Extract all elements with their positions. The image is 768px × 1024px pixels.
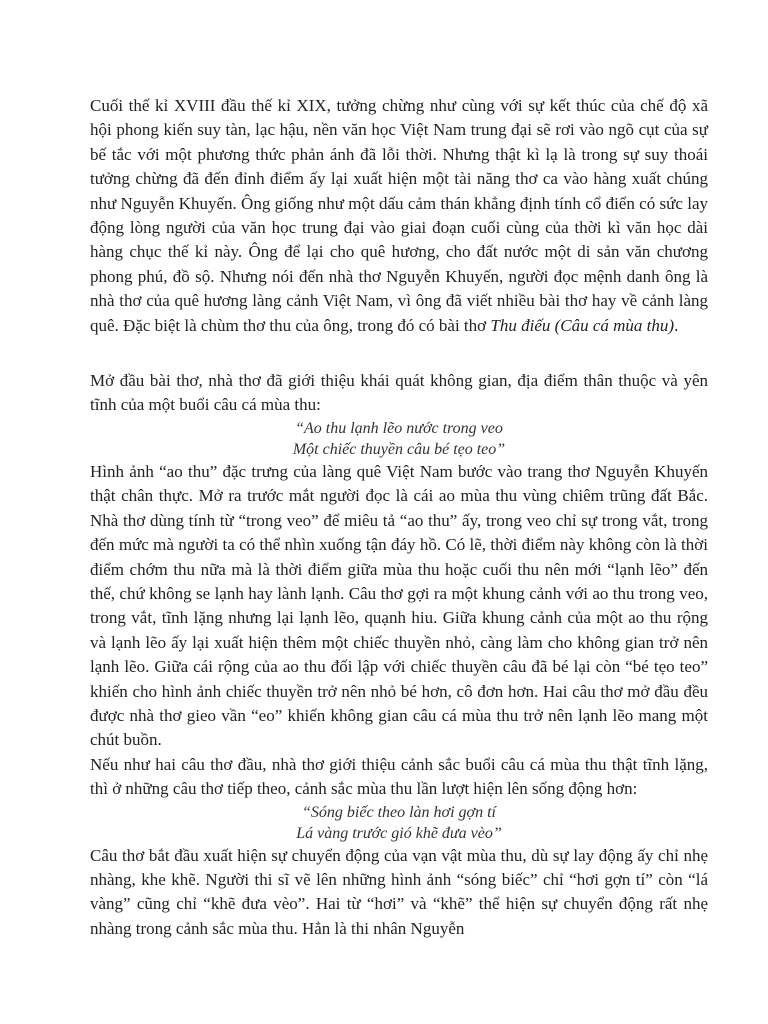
verse-line: Lá vàng trước gió khẽ đưa vèo” (296, 824, 502, 842)
poem-title: Thu điếu (Câu cá mùa thu) (490, 315, 675, 335)
paragraph-transition: Nếu như hai câu thơ đầu, nhà thơ giới thiệu cảnh sắc buổi câu cá mùa thu thật tĩnh lặng, thì ở những câu thơ tiếp theo, cảnh sắc mùa thu lần lượt hiện lên sống động hơn: (90, 754, 708, 799)
paragraph-analysis-1: Hình ảnh “ao thu” đặc trưng của làng quê Việt Nam bước vào trang thơ Nguyễn Khuyến thật chân thực. Mở ra trước mắt người đọc là cái ao mùa thu vùng chiêm trũng đất Bắc. Nhà thơ dùng tính từ “trong veo” để miêu tả “ao thu” ấy, trong veo chỉ sự trong vắt, trong đến mức mà người ta có thể nhìn xuống tận đáy hồ. Có lẽ, thời điểm này không còn là thời điểm chớm thu nữa mà là thời điểm giữa mùa thu hoặc cuối thu nên mới “lạnh lẽo” đến thế, chứ không se lạnh hay lành lạnh. Câu thơ gợi ra một khung cảnh với ao thu trong veo, trong vắt, tĩnh lặng nhưng lại lạnh lẽo, quạnh hiu. Giữa khung cảnh của một ao thu rộng và lạnh lẽo ấy lại xuất hiện thêm một chiếc thuyền nhỏ, càng làm cho không gian trở nên lạnh lẽo. Giữa cái rộng của ao thu đối lập với chiếc thuyền câu đã bé lại còn “bé tẹo teo” khiến cho hình ảnh chiếc thuyền trở nên nhỏ bé hơn, cô đơn hơn. Hai câu thơ mở đầu đều được nhà thơ gieo vần “eo” khiến không gian câu cá mùa thu trở nên lạnh lẽo mang một chút buồn. (90, 461, 708, 750)
paragraph-intro (90, 94, 708, 338)
paragraph-intro-end: . (674, 315, 679, 335)
verse-line: “Ao thu lạnh lẽo nước trong veo (295, 419, 503, 437)
verse-line: “Sóng biếc theo làn hơi gợn tí (302, 803, 496, 821)
verse-line: Một chiếc thuyền câu bé tẹo teo” (292, 440, 506, 458)
paragraph-opening: Mở đầu bài thơ, nhà thơ đã giới thiệu khái quát không gian, địa điểm thân thuộc và yên tĩnh của một buổi câu cá mùa thu: (90, 371, 708, 415)
paragraph-intro-text: Cuối thế kỉ XVIII đầu thế kỉ XIX, tưởng chừng như cùng với sự kết thúc của chế độ xã hội phong kiến suy tàn, lạc hậu, nền văn học Việt Nam trung đại sẽ rơi vào ngõ cụt của sự bế tắc với một phương thức phản ánh đã lỗi thời. Nhưng thật kì lạ là trong sự suy thoái tưởng chừng đã đến đỉnh điểm ấy lại xuất hiện một tài năng thơ ca vào hàng xuất chúng như Nguyễn Khuyến. Ông giống như một dấu cảm thán khẳng định tính cổ điển có sức lay động lòng người của văn học trung đại vào giai đoạn cuối cùng của thời kì văn học dài hàng chục thế kỉ này. Ông để lại cho quê hương, cho đất nước một di sản văn chương phong phú, đồ sộ. Nhưng nói đến nhà thơ Nguyễn Khuyến, người đọc mệnh danh ông là nhà thơ của quê hương làng cảnh Việt Nam, vì ông đã viết nhiều bài thơ hay về cảnh làng quê. Đặc biệt là chùm thơ thu của ông, trong đó có bài thơ (90, 96, 708, 335)
paragraph-analysis-2: Câu thơ bắt đầu xuất hiện sự chuyển động của vạn vật mùa thu, dù sự lay động ấy chỉ nhẹ nhàng, khe khẽ. Người thi sĩ vẽ lên những hình ảnh “sóng biếc” chỉ “hơi gợn tí” còn “lá vàng” cũng chỉ “khẽ đưa vèo”. Hai từ “hơi” và “khẽ” thể hiện sự chuyển động rất nhẹ nhàng trong cảnh sắc mùa thu. Hẳn là thi nhân Nguyễn (90, 845, 708, 938)
